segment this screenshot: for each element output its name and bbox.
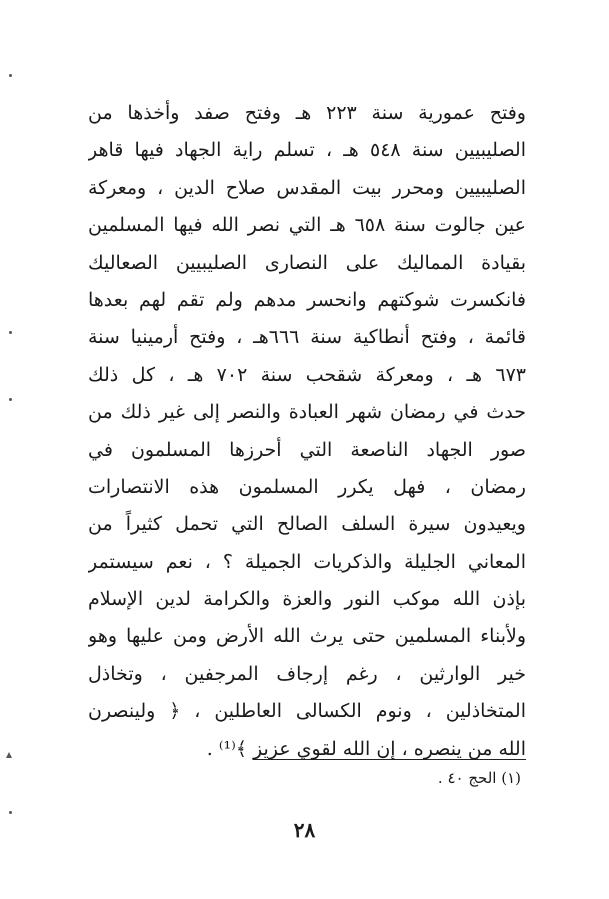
page-number: ٢٨ bbox=[293, 818, 316, 842]
scan-speck bbox=[6, 752, 12, 758]
scan-speck bbox=[9, 811, 12, 814]
text-line: ويعيدون سيرة السلف الصالح التي تحمل كثيراً من bbox=[88, 513, 526, 536]
footnote: (١) الحج ٤٠ . bbox=[437, 769, 521, 787]
text-line: المعاني الجليلة والذكريات الجميلة ؟ ، نعم سيستمر bbox=[88, 550, 526, 573]
footnote-divider bbox=[253, 759, 526, 760]
text-line: صور الجهاد الناصعة التي أحرزها المسلمون في bbox=[88, 438, 526, 461]
scan-speck bbox=[9, 331, 12, 334]
text-line: حدث في رمضان شهر العبادة والنصر إلى غير ذلك من bbox=[88, 401, 526, 424]
text-line: الصليبيين سنة ٥٤٨ هـ ، تسلم راية الجهاد فيها قاهر bbox=[88, 139, 526, 162]
body-text bbox=[88, 95, 526, 768]
text-line: فانكسرت شوكتهم وانحسر مدهم ولم تقم لهم بعدها bbox=[88, 288, 526, 311]
text-line: الصليبيين ومحرر بيت المقدس صلاح الدين ، ومعركة bbox=[88, 176, 526, 199]
scan-speck bbox=[9, 398, 12, 401]
text-line: ٦٧٣ هـ ، ومعركة شقحب سنة ٧٠٢ هـ ، كل ذلك bbox=[88, 363, 526, 386]
text-line: وفتح عمورية سنة ٢٢٣ هـ وفتح صفد وأخذها من bbox=[88, 102, 526, 124]
text-line: رمضان ، فهل يكرر المسلمون هذه الانتصارات bbox=[88, 475, 526, 498]
scan-speck bbox=[9, 74, 12, 77]
text-line: خير الوارثين ، رغم إرجاف المرجفين ، وتخاذل bbox=[88, 662, 526, 685]
text-line: عين جالوت سنة ٦٥٨ هـ التي نصر الله فيها المسلمين bbox=[88, 214, 526, 237]
text-line: بإذن الله موكب النور والعزة والكرامة لدين الإسلام bbox=[88, 588, 526, 611]
text-line: ولأبناء المسلمين حتى يرث الله الأرض ومن عليها وهو bbox=[88, 625, 526, 648]
text-line-last: الله من ينصره ، إن الله لقوي عزيز ﴾⁽¹⁾ . bbox=[206, 737, 526, 760]
text-line: المتخاذلين ، ونوم الكسالى العاطلين ، ﴿ ولينصرن bbox=[88, 700, 526, 723]
text-line: قائمة ، وفتح أنطاكية سنة ٦٦٦هـ ، وفتح أرمينيا سنة bbox=[88, 326, 526, 349]
text-line: بقيادة المماليك على النصارى الصليبيين الصعاليك bbox=[88, 251, 526, 274]
